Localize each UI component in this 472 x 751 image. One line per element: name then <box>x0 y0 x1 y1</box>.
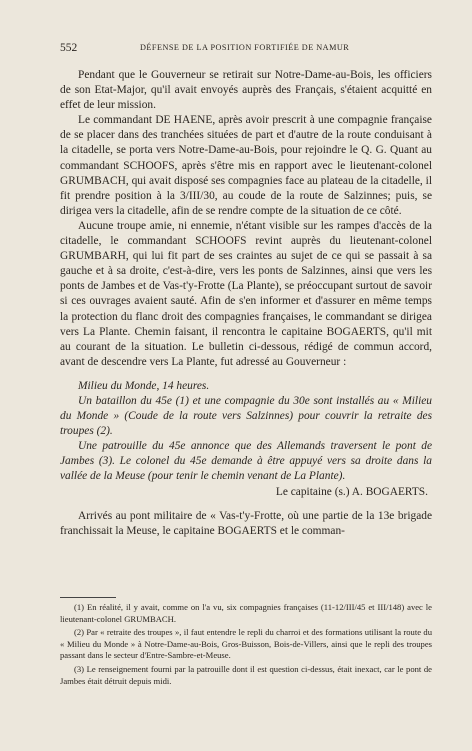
bulletin-line-2: Une patrouille du 45e annonce que des Allemands traversent le pont de Jambes (3). Le colonel du 45e demande à être appuyé vers sa droite dans la vallée de la Meuse (pour tenir le chemin venant de La Plante). <box>60 440 432 483</box>
footnote-1: (1) En réalité, il y avait, comme on l'a vu, six compagnies françaises (11-12/III/45 et III/148) avec le lieutenant-colonel GRUMBACH. <box>60 602 432 624</box>
paragraph-3: Aucune troupe amie, ni ennemie, n'étant visible sur les rampes d'accès de la citadelle, le commandant SCHOOFS revint auprès du lieutenant-colonel GRUMBARH, qui lui fit part de ses craintes au sujet de ce qui se passait à sa gauche et à sa droite, c'est-à-dire, vers les ponts de Salzinnes, ainsi que vers les ponts de Jambes et de Vas-t'y-Frotte (La Plante), se préoccupant surtout de savoir si ces ouvrages avaient sauté. Afin de s'en informer et d'assurer en même temps la protection du flanc droit des compagnies françaises, le commandant se dirigea vers La Plante. Chemin faisant, il rencontra le capitaine BOGAERTS, qu'il mit au courant de la situation. Le bulletin ci-dessous, rédigé de commun accord, avant de descendre vers La Plante, fut adressé au Gouverneur : <box>60 219 432 368</box>
footnotes <box>60 602 432 689</box>
paragraph-1: Pendant que le Gouverneur se retirait sur Notre-Dame-au-Bois, les officiers de son Etat-Major, qu'il avait envoyés auprès des Français, s'étaient acquitté en effet de leur mission. <box>60 69 432 112</box>
page-number: 552 <box>60 42 78 54</box>
bulletin-line-1: Un bataillon du 45e (1) et une compagnie du 30e sont installés au « Milieu du Monde » (Coude de la route vers Salzinnes) pour couvrir la retraite des troupes (2). <box>60 394 432 438</box>
footnote-3: (3) Le renseignement fourni par la patrouille dont il est question ci-dessus, était inexact, car le pont de Jambes était détruit depuis midi. <box>60 663 432 686</box>
footnote-rule <box>60 597 116 598</box>
bulletin-heading: Milieu du Monde, 14 heures. <box>78 379 210 392</box>
paragraph-4: Arrivés au pont militaire de « Vas-t'y-Frotte, où une partie de la 13e brigade franchissait la Meuse, le capitaine BOGAERTS et le comman- <box>60 509 432 537</box>
bulletin-signature: Le capitaine (s.) A. BOGAERTS. <box>275 485 428 498</box>
page-header <box>60 42 432 56</box>
paragraph-2: Le commandant DE HAENE, après avoir prescrit à une compagnie française de se placer dans des tranchées situées de part et d'autre de la route conduisant à la citadelle, se porta vers Notre-Dame-au-Bois, pour rejoindre le Q. G. Quant au commandant SCHOOFS, après s'être mis en rapport avec le lieutenant-colonel GRUMBACH, qui avait disposé ses compagnies face au plateau de la citadelle, il fit prendre position à la 3/III/30, au coude de la route de Salzinnes; puis, se dirigea vers la citadelle, afin de se rendre compte de la situation de ce côté. <box>60 114 432 217</box>
main-text <box>60 68 432 539</box>
running-head: DÉFENSE DE LA POSITION FORTIFIÉE DE NAMUR <box>140 43 350 52</box>
footnote-2: (2) Par « retraite des troupes », il faut entendre le repli du charroi et des formations utilisant la route du « Milieu du Monde » à Notre-Dame-au-Bois, Gros-Buisson, Bois-de-Villers, ainsi que le repli des troupes passant dans le secteur d'Entre-Sambre-et-Meuse. <box>60 627 432 661</box>
